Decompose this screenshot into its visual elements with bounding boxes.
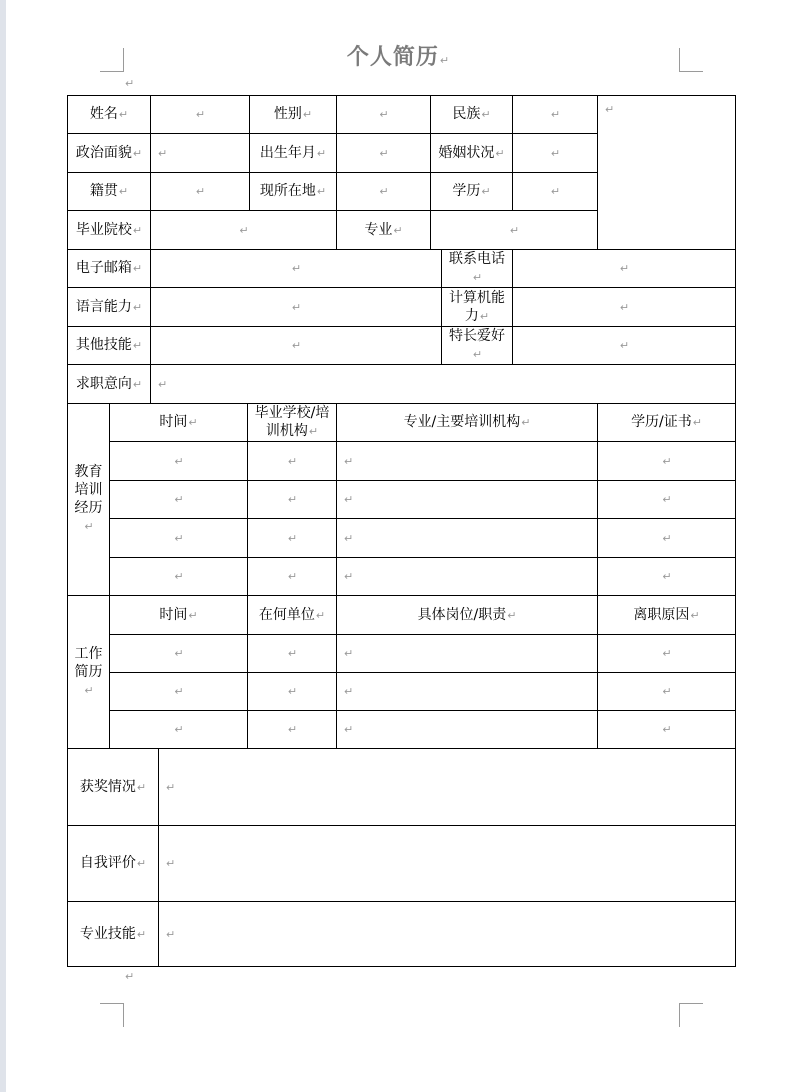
table-row bbox=[68, 288, 736, 327]
education-time-cell[interactable]: ↵ bbox=[110, 442, 248, 481]
professional-skills-label: 专业技能↵ bbox=[68, 902, 159, 967]
work-time-cell[interactable]: ↵ bbox=[110, 711, 248, 749]
education-school-cell[interactable]: ↵ bbox=[248, 519, 337, 558]
work-employer-cell[interactable]: ↵ bbox=[248, 673, 337, 711]
education-certificate-cell[interactable]: ↵ bbox=[598, 519, 736, 558]
work-position-cell[interactable]: ↵ bbox=[337, 673, 598, 711]
marital-status-value[interactable]: ↵ bbox=[513, 134, 598, 173]
residence-value[interactable]: ↵ bbox=[337, 173, 431, 211]
education-header-certificate: 学历/证书↵ bbox=[598, 404, 736, 442]
education-time-cell[interactable]: ↵ bbox=[110, 558, 248, 596]
table-row bbox=[68, 96, 736, 134]
professional-skills-value[interactable]: ↵ bbox=[159, 902, 736, 967]
other-skills-label: 其他技能↵ bbox=[68, 327, 151, 365]
education-time-cell[interactable]: ↵ bbox=[110, 519, 248, 558]
awards-value[interactable]: ↵ bbox=[159, 749, 736, 826]
education-major-cell[interactable]: ↵ bbox=[337, 481, 598, 519]
work-reason-cell[interactable]: ↵ bbox=[598, 711, 736, 749]
work-header-employer: 在何单位↵ bbox=[248, 596, 337, 635]
education-school-cell[interactable]: ↵ bbox=[248, 558, 337, 596]
table-row bbox=[68, 902, 736, 967]
document-title bbox=[0, 40, 797, 71]
education-certificate-cell[interactable]: ↵ bbox=[598, 481, 736, 519]
table-row bbox=[68, 635, 736, 673]
work-reason-cell[interactable]: ↵ bbox=[598, 673, 736, 711]
resume-table bbox=[67, 95, 736, 967]
gender-label: 性别↵ bbox=[250, 96, 337, 134]
table-row bbox=[68, 327, 736, 365]
job-intention-value[interactable]: ↵ bbox=[151, 365, 736, 404]
school-label: 毕业院校↵ bbox=[68, 211, 151, 250]
awards-label: 获奖情况↵ bbox=[68, 749, 159, 826]
school-value[interactable]: ↵ bbox=[151, 211, 337, 250]
education-school-cell[interactable]: ↵ bbox=[248, 442, 337, 481]
work-position-cell[interactable]: ↵ bbox=[337, 711, 598, 749]
phone-value[interactable]: ↵ bbox=[513, 250, 736, 288]
major-value[interactable]: ↵ bbox=[431, 211, 598, 250]
ethnicity-label: 民族↵ bbox=[431, 96, 513, 134]
email-label: 电子邮箱↵ bbox=[68, 250, 151, 288]
hometown-label: 籍贯↵ bbox=[68, 173, 151, 211]
crop-mark-bottom-left bbox=[100, 1003, 124, 1027]
table-row bbox=[68, 673, 736, 711]
table-row bbox=[68, 826, 736, 902]
computer-skill-label: 计算机能力↵ bbox=[442, 288, 513, 327]
email-value[interactable]: ↵ bbox=[151, 250, 442, 288]
language-value[interactable]: ↵ bbox=[151, 288, 442, 327]
education-header-major: 专业/主要培训机构↵ bbox=[337, 404, 598, 442]
birth-date-value[interactable]: ↵ bbox=[337, 134, 431, 173]
name-value[interactable]: ↵ bbox=[151, 96, 250, 134]
ethnicity-value[interactable]: ↵ bbox=[513, 96, 598, 134]
education-header-row bbox=[68, 404, 736, 442]
work-position-cell[interactable]: ↵ bbox=[337, 635, 598, 673]
table-row bbox=[68, 442, 736, 481]
work-section-label: 工作 简历↵ bbox=[68, 596, 110, 749]
education-certificate-cell[interactable]: ↵ bbox=[598, 558, 736, 596]
computer-skill-value[interactable]: ↵ bbox=[513, 288, 736, 327]
paragraph-mark-icon: ↵ bbox=[125, 970, 135, 983]
crop-mark-bottom-right bbox=[679, 1003, 703, 1027]
work-time-cell[interactable]: ↵ bbox=[110, 673, 248, 711]
education-section-label: 教育 培训 经历↵ bbox=[68, 404, 110, 596]
table-row bbox=[68, 558, 736, 596]
education-school-cell[interactable]: ↵ bbox=[248, 481, 337, 519]
table-row bbox=[68, 711, 736, 749]
education-level-label: 学历↵ bbox=[431, 173, 513, 211]
name-label: 姓名↵ bbox=[68, 96, 151, 134]
work-employer-cell[interactable]: ↵ bbox=[248, 711, 337, 749]
education-level-value[interactable]: ↵ bbox=[513, 173, 598, 211]
table-row bbox=[68, 481, 736, 519]
language-label: 语言能力↵ bbox=[68, 288, 151, 327]
marital-status-label: 婚姻状况↵ bbox=[431, 134, 513, 173]
hobbies-value[interactable]: ↵ bbox=[513, 327, 736, 365]
education-header-school: 毕业学校/培训机构↵ bbox=[248, 404, 337, 442]
work-employer-cell[interactable]: ↵ bbox=[248, 635, 337, 673]
work-header-time: 时间↵ bbox=[110, 596, 248, 635]
hobbies-label: 特长爱好↵ bbox=[442, 327, 513, 365]
residence-label: 现所在地↵ bbox=[250, 173, 337, 211]
birth-date-label: 出生年月↵ bbox=[250, 134, 337, 173]
table-row bbox=[68, 365, 736, 404]
photo-area[interactable]: ↵ bbox=[598, 96, 736, 250]
table-row bbox=[68, 519, 736, 558]
self-evaluation-label: 自我评价↵ bbox=[68, 826, 159, 902]
political-status-label: 政治面貌↵ bbox=[68, 134, 151, 173]
education-major-cell[interactable]: ↵ bbox=[337, 558, 598, 596]
work-header-reason: 离职原因↵ bbox=[598, 596, 736, 635]
education-header-time: 时间↵ bbox=[110, 404, 248, 442]
other-skills-value[interactable]: ↵ bbox=[151, 327, 442, 365]
gender-value[interactable]: ↵ bbox=[337, 96, 431, 134]
document-title-text: 个人简历 bbox=[346, 45, 439, 70]
self-evaluation-value[interactable]: ↵ bbox=[159, 826, 736, 902]
education-major-cell[interactable]: ↵ bbox=[337, 442, 598, 481]
work-reason-cell[interactable]: ↵ bbox=[598, 635, 736, 673]
job-intention-label: 求职意向↵ bbox=[68, 365, 151, 404]
paragraph-mark-icon: ↵ bbox=[125, 77, 135, 90]
education-major-cell[interactable]: ↵ bbox=[337, 519, 598, 558]
major-label: 专业↵ bbox=[337, 211, 431, 250]
hometown-value[interactable]: ↵ bbox=[151, 173, 250, 211]
table-row bbox=[68, 250, 736, 288]
political-status-value[interactable]: ↵ bbox=[151, 134, 250, 173]
work-time-cell[interactable]: ↵ bbox=[110, 635, 248, 673]
work-header-position: 具体岗位/职责↵ bbox=[337, 596, 598, 635]
paragraph-mark-icon: ↵ bbox=[439, 54, 451, 67]
phone-label: 联系电话↵ bbox=[442, 250, 513, 288]
education-time-cell[interactable]: ↵ bbox=[110, 481, 248, 519]
page-left-rail bbox=[0, 0, 6, 1092]
work-header-row bbox=[68, 596, 736, 635]
education-certificate-cell[interactable]: ↵ bbox=[598, 442, 736, 481]
table-row bbox=[68, 749, 736, 826]
